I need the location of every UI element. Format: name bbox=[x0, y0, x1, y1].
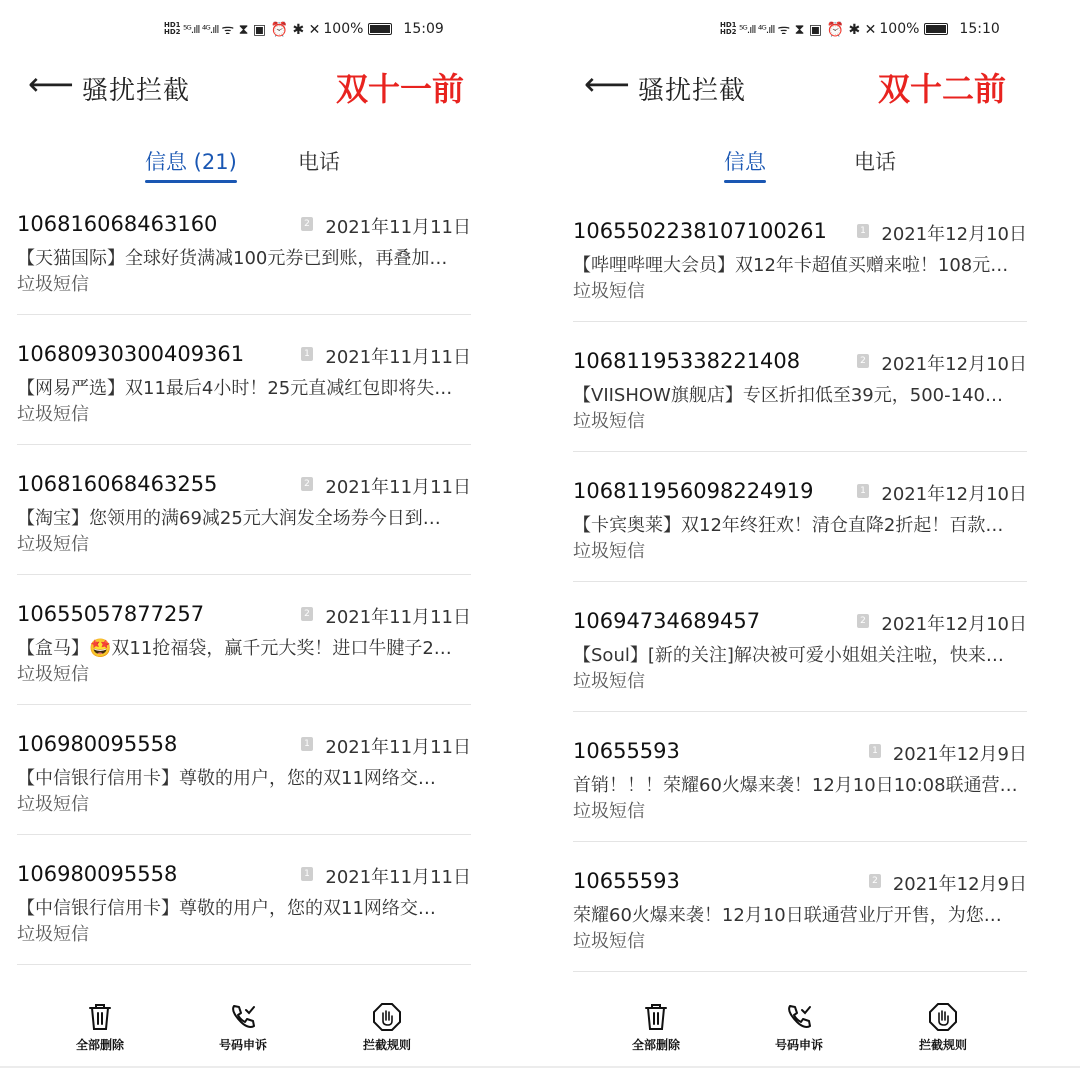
divider bbox=[573, 321, 1027, 322]
message-category: 垃圾短信 bbox=[573, 931, 645, 952]
sender-number: 10655593 bbox=[573, 739, 680, 763]
sim-card-icon: 2 bbox=[857, 614, 869, 628]
battery-percent: 100% bbox=[323, 21, 364, 37]
battery-percent: 100% bbox=[879, 21, 920, 37]
delete-all-button[interactable] bbox=[60, 1002, 140, 1053]
battery-icon bbox=[368, 23, 392, 35]
sim-card-icon: 2 bbox=[301, 217, 313, 231]
sender-number: 1065502238107100261 bbox=[573, 219, 827, 243]
message-category: 垃圾短信 bbox=[573, 671, 645, 692]
divider bbox=[573, 451, 1027, 452]
divider bbox=[573, 581, 1027, 582]
sender-number: 10681195338221408 bbox=[573, 349, 801, 373]
list-item[interactable] bbox=[17, 342, 471, 470]
delete-all-button[interactable] bbox=[616, 1002, 696, 1053]
sim-card-icon: 2 bbox=[301, 607, 313, 621]
trash-icon bbox=[86, 1002, 114, 1032]
message-preview: 【哔哩哔哩大会员】双12年卡超值买赠来啦！108元… bbox=[573, 255, 1009, 276]
list-item[interactable] bbox=[573, 609, 1027, 737]
message-preview: 首销！！！荣耀60火爆来袭！12月10日10:08联通营… bbox=[573, 775, 1018, 796]
phone-appeal-icon bbox=[228, 1002, 258, 1032]
message-category: 垃圾短信 bbox=[17, 534, 89, 555]
hd-icon: HD1 HD2 bbox=[164, 21, 181, 36]
message-category: 垃圾短信 bbox=[573, 541, 645, 562]
divider bbox=[17, 834, 471, 835]
clock: 15:10 bbox=[959, 21, 1000, 37]
sender-number: 10694734689457 bbox=[573, 609, 761, 633]
list-item[interactable] bbox=[573, 869, 1027, 997]
divider bbox=[17, 704, 471, 705]
stop-hand-icon bbox=[372, 1002, 402, 1032]
message-date: 2021年11月11日 bbox=[325, 737, 471, 758]
divider bbox=[17, 444, 471, 445]
message-preview: 【天猫国际】全球好货满减100元券已到账，再叠加… bbox=[17, 248, 448, 269]
signal-icon: ⁵ᴳ.ıll ⁴ᴳ.ıll bbox=[183, 22, 219, 36]
list-item[interactable] bbox=[17, 602, 471, 730]
sender-number: 106980095558 bbox=[17, 862, 178, 886]
message-preview: 【VIISHOW旗舰店】专区折扣低至39元，500-140… bbox=[573, 385, 1003, 406]
sim-card-icon: 1 bbox=[869, 744, 881, 758]
message-date: 2021年12月10日 bbox=[881, 614, 1027, 635]
wifi-icon: ᯤ ⧗ ▣ ⏰ ✱ ✕ bbox=[777, 21, 877, 38]
message-category: 垃圾短信 bbox=[17, 794, 89, 815]
message-preview: 荣耀60火爆来袭！12月10日联通营业厅开售，为您… bbox=[573, 905, 1002, 926]
divider bbox=[573, 711, 1027, 712]
message-date: 2021年11月11日 bbox=[325, 347, 471, 368]
tab-calls[interactable]: 电话 bbox=[854, 150, 896, 174]
annotation-label: 双十二前 bbox=[878, 70, 1007, 108]
sender-number: 10655593 bbox=[573, 869, 680, 893]
message-category: 垃圾短信 bbox=[17, 404, 89, 425]
trash-icon bbox=[642, 1002, 670, 1032]
list-item[interactable] bbox=[573, 219, 1027, 347]
status-bar bbox=[720, 16, 1000, 42]
wifi-icon: ᯤ ⧗ ▣ ⏰ ✱ ✕ bbox=[221, 21, 321, 38]
message-preview: 【中信银行信用卡】尊敬的用户，您的双11网络交… bbox=[17, 898, 436, 919]
status-bar bbox=[164, 16, 444, 42]
divider bbox=[573, 841, 1027, 842]
message-category: 垃圾短信 bbox=[17, 274, 89, 295]
message-category: 垃圾短信 bbox=[17, 924, 89, 945]
list-item[interactable] bbox=[17, 732, 471, 860]
tab-indicator bbox=[724, 180, 766, 183]
block-rules-label: 拦截规则 bbox=[918, 1038, 967, 1052]
sim-card-icon: 1 bbox=[301, 867, 313, 881]
divider bbox=[17, 964, 471, 965]
list-item[interactable] bbox=[17, 472, 471, 600]
divider bbox=[573, 971, 1027, 972]
list-item[interactable] bbox=[573, 739, 1027, 867]
message-preview: 【盒马】🤩双11抢福袋，赢千元大奖！进口牛腱子2… bbox=[17, 638, 452, 659]
message-category: 垃圾短信 bbox=[573, 281, 645, 302]
sim-card-icon: 1 bbox=[301, 347, 313, 361]
message-preview: 【卡宾奥莱】双12年终狂欢！清仓直降2折起！百款… bbox=[573, 515, 1004, 536]
sender-number: 106980095558 bbox=[17, 732, 178, 756]
page-title: 骚扰拦截 bbox=[82, 76, 191, 106]
tab-indicator bbox=[145, 180, 237, 183]
message-category: 垃圾短信 bbox=[573, 801, 645, 822]
tab-messages-label: 信息 bbox=[724, 150, 766, 174]
message-preview: 【Soul】[新的关注]解决被可爱小姐姐关注啦，快来… bbox=[573, 645, 1004, 666]
hd-icon: HD1 HD2 bbox=[720, 21, 737, 36]
block-rules-label: 拦截规则 bbox=[362, 1038, 411, 1052]
divider bbox=[17, 574, 471, 575]
sender-number: 10680930300409361 bbox=[17, 342, 245, 366]
block-rules-button[interactable] bbox=[903, 1002, 983, 1053]
number-appeal-label: 号码申诉 bbox=[218, 1038, 267, 1052]
message-preview: 【淘宝】您领用的满69减25元大润发全场券今日到… bbox=[17, 508, 441, 529]
message-preview: 【中信银行信用卡】尊敬的用户，您的双11网络交… bbox=[17, 768, 436, 789]
message-date: 2021年12月9日 bbox=[892, 744, 1027, 765]
number-appeal-label: 号码申诉 bbox=[774, 1038, 823, 1052]
message-date: 2021年12月10日 bbox=[881, 354, 1027, 375]
sender-number: 106816068463160 bbox=[17, 212, 218, 236]
message-category: 垃圾短信 bbox=[573, 411, 645, 432]
message-date: 2021年11月11日 bbox=[325, 477, 471, 498]
tab-messages[interactable] bbox=[724, 146, 766, 176]
battery-icon bbox=[924, 23, 948, 35]
list-item[interactable] bbox=[573, 349, 1027, 477]
message-date: 2021年12月9日 bbox=[892, 874, 1027, 895]
list-item[interactable] bbox=[573, 479, 1027, 607]
signal-icon: ⁵ᴳ.ıll ⁴ᴳ.ıll bbox=[739, 22, 775, 36]
message-date: 2021年12月10日 bbox=[881, 224, 1027, 245]
number-appeal-button[interactable] bbox=[759, 1002, 839, 1053]
block-rules-button[interactable] bbox=[347, 1002, 427, 1053]
back-arrow-icon[interactable]: ⟵ bbox=[584, 65, 630, 103]
divider bbox=[17, 314, 471, 315]
message-preview: 【网易严选】双11最后4小时！25元直减红包即将失… bbox=[17, 378, 453, 399]
sim-card-icon: 1 bbox=[301, 737, 313, 751]
list-item[interactable] bbox=[17, 862, 471, 990]
tab-messages[interactable] bbox=[145, 146, 237, 176]
sender-number: 106811956098224919 bbox=[573, 479, 814, 503]
clock: 15:09 bbox=[403, 21, 444, 37]
message-date: 2021年11月11日 bbox=[325, 867, 471, 888]
sim-card-icon: 1 bbox=[857, 484, 869, 498]
sender-number: 10655057877257 bbox=[17, 602, 205, 626]
tab-messages-label: 信息 (21) bbox=[145, 150, 237, 174]
sim-card-icon: 2 bbox=[857, 354, 869, 368]
delete-all-label: 全部删除 bbox=[75, 1038, 124, 1052]
stop-hand-icon bbox=[928, 1002, 958, 1032]
sim-card-icon: 2 bbox=[869, 874, 881, 888]
number-appeal-button[interactable] bbox=[203, 1002, 283, 1053]
left-screen bbox=[0, 0, 500, 1068]
sender-number: 106816068463255 bbox=[17, 472, 218, 496]
list-item[interactable] bbox=[17, 212, 471, 340]
message-date: 2021年11月11日 bbox=[325, 607, 471, 628]
message-date: 2021年12月10日 bbox=[881, 484, 1027, 505]
annotation-label: 双十一前 bbox=[336, 70, 465, 108]
message-date: 2021年11月11日 bbox=[325, 217, 471, 238]
delete-all-label: 全部删除 bbox=[631, 1038, 680, 1052]
tab-calls[interactable]: 电话 bbox=[298, 150, 340, 174]
phone-appeal-icon bbox=[784, 1002, 814, 1032]
sim-card-icon: 1 bbox=[857, 224, 869, 238]
page-title: 骚扰拦截 bbox=[638, 76, 747, 106]
right-screen bbox=[556, 0, 1056, 1068]
message-category: 垃圾短信 bbox=[17, 664, 89, 685]
sim-card-icon: 2 bbox=[301, 477, 313, 491]
back-arrow-icon[interactable]: ⟵ bbox=[28, 65, 74, 103]
